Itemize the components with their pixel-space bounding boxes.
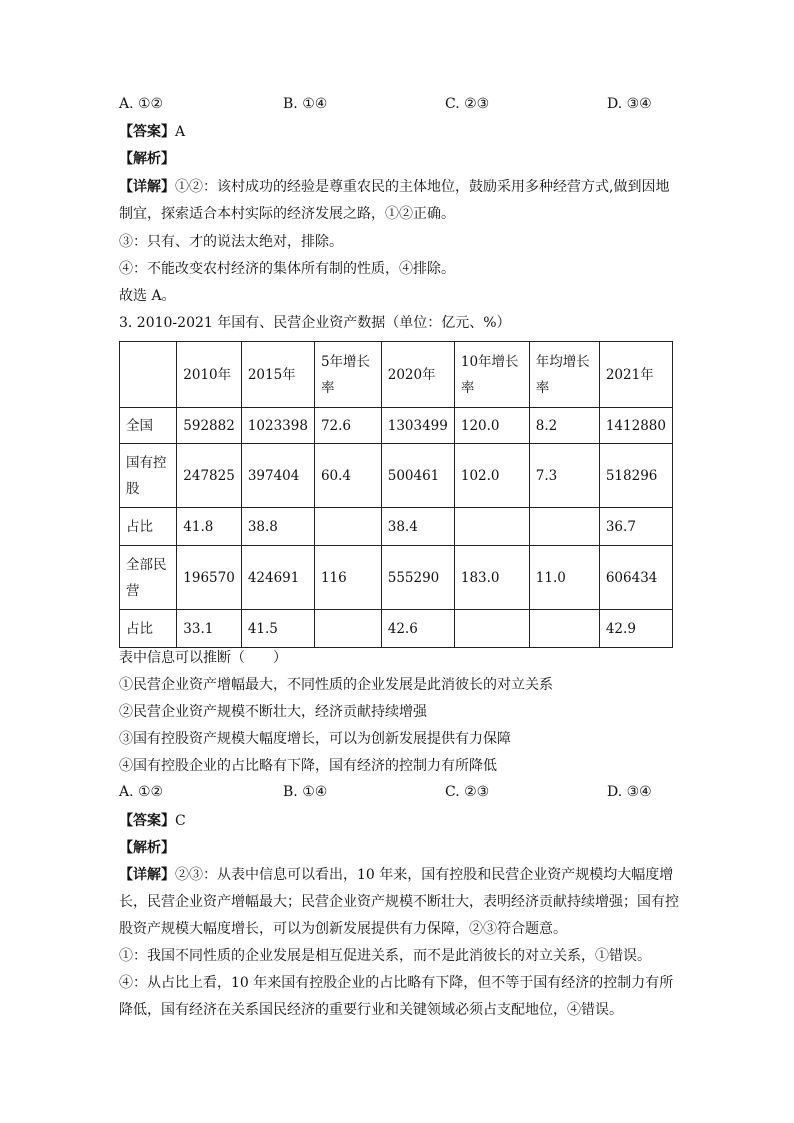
table-cell bbox=[454, 610, 529, 648]
table-cell: 7.3 bbox=[529, 444, 599, 508]
answer-value: A bbox=[175, 124, 186, 140]
q2-analysis-label: 【解析】 bbox=[119, 151, 175, 167]
q2-detail-1 bbox=[119, 174, 679, 228]
table-cell: 196570 bbox=[177, 546, 242, 610]
q3-item-3: ③国有控股资产规模大幅度增长，可以为创新发展提供有力保障 bbox=[119, 731, 511, 747]
q3-item-4: ④国有控股企业的占比略有下降，国有经济的控制力有所降低 bbox=[119, 758, 497, 774]
table-row bbox=[120, 444, 673, 508]
answer-label: 【答案】 bbox=[119, 124, 175, 140]
table-cell: 120.0 bbox=[454, 408, 529, 444]
q3-answer bbox=[119, 811, 186, 831]
table-header-cell: 2021年 bbox=[599, 342, 672, 408]
q2-detail-2: ③：只有、才的说法太绝对，排除。 bbox=[119, 234, 343, 250]
q3-stem: 表中信息可以推断（ ） bbox=[119, 650, 287, 666]
table-header-cell: 2020年 bbox=[381, 342, 454, 408]
table-cell: 11.0 bbox=[529, 546, 599, 610]
q3-detail-3: ④：从占比上看，10 年来国有控股企业的占比略有下降，但不等于国有经济的控制力有所降低，国有经济在关系国民经济的重要行业和关键领域必须占支配地位，④错误。 bbox=[119, 975, 674, 1018]
detail-label: 【详解】 bbox=[119, 867, 175, 883]
table-cell: 41.5 bbox=[241, 610, 314, 648]
table-cell: 8.2 bbox=[529, 408, 599, 444]
q3-detail-2: ①：我国不同性质的企业发展是相互促进关系，而不是此消彼长的对立关系，①错误。 bbox=[119, 948, 651, 964]
table-cell: 555290 bbox=[381, 546, 454, 610]
table-header-row bbox=[120, 342, 673, 408]
table-cell bbox=[454, 508, 529, 546]
table-cell: 38.8 bbox=[241, 508, 314, 546]
table-row bbox=[120, 610, 673, 648]
table-cell: 116 bbox=[314, 546, 381, 610]
table-header-cell: 2010年 bbox=[177, 342, 242, 408]
q2-option-c: C. ②③ bbox=[445, 96, 490, 112]
table-cell: 1023398 bbox=[241, 408, 314, 444]
q3-options bbox=[119, 784, 679, 804]
table-cell: 33.1 bbox=[177, 610, 242, 648]
q2-option-d: D. ③④ bbox=[607, 96, 652, 112]
table-cell: 占比 bbox=[120, 508, 177, 546]
q2-conclusion: 故选 A。 bbox=[119, 288, 176, 304]
table-cell: 183.0 bbox=[454, 546, 529, 610]
q3-item-1: ①民营企业资产增幅最大，不同性质的企业发展是此消彼长的对立关系 bbox=[119, 677, 553, 693]
q3-item-2: ②民营企业资产规模不断壮大，经济贡献持续增强 bbox=[119, 704, 427, 720]
table-cell bbox=[314, 508, 381, 546]
table-cell: 42.9 bbox=[599, 610, 672, 648]
table-cell: 518296 bbox=[599, 444, 672, 508]
table-cell: 41.8 bbox=[177, 508, 242, 546]
table-cell: 397404 bbox=[241, 444, 314, 508]
q3-title: 3. 2010-2021 年国有、民营企业资产数据（单位：亿元、%） bbox=[119, 315, 511, 331]
answer-label: 【答案】 bbox=[119, 813, 175, 829]
table-header-cell: 2015年 bbox=[241, 342, 314, 408]
table-cell: 60.4 bbox=[314, 444, 381, 508]
table-cell: 42.6 bbox=[381, 610, 454, 648]
q3-option-d: D. ③④ bbox=[607, 784, 652, 800]
table-cell bbox=[529, 610, 599, 648]
table-cell: 占比 bbox=[120, 610, 177, 648]
table-cell bbox=[314, 610, 381, 648]
q2-options bbox=[119, 96, 679, 116]
table-cell: 1412880 bbox=[599, 408, 672, 444]
q3-analysis-label: 【解析】 bbox=[119, 840, 175, 856]
detail-label: 【详解】 bbox=[119, 179, 175, 195]
table-cell: 606434 bbox=[599, 546, 672, 610]
table-cell: 1303499 bbox=[381, 408, 454, 444]
table-cell: 36.7 bbox=[599, 508, 672, 546]
table-cell: 500461 bbox=[381, 444, 454, 508]
q3-detail-1 bbox=[119, 862, 679, 943]
table-cell: 国有控股 bbox=[120, 444, 177, 508]
table-header-cell: 10年增长率 bbox=[454, 342, 529, 408]
asset-data-table bbox=[119, 341, 673, 648]
q2-answer bbox=[119, 122, 185, 142]
answer-value: C bbox=[175, 813, 186, 829]
table-cell: 38.4 bbox=[381, 508, 454, 546]
table-cell: 72.6 bbox=[314, 408, 381, 444]
q3-option-c: C. ②③ bbox=[445, 784, 490, 800]
table-cell: 592882 bbox=[177, 408, 242, 444]
table-header-cell: 5年增长率 bbox=[314, 342, 381, 408]
table-header-cell: 年均增长率 bbox=[529, 342, 599, 408]
q3-option-b: B. ①④ bbox=[283, 784, 328, 800]
table-cell: 全国 bbox=[120, 408, 177, 444]
table-cell bbox=[529, 508, 599, 546]
q2-detail-3: ④：不能改变农村经济的集体所有制的性质，④排除。 bbox=[119, 261, 455, 277]
detail-text: ②③：从表中信息可以看出，10 年来，国有控股和民营企业资产规模均大幅度增长，民营企业资产增幅最大；民营企业资产规模不断壮大，表明经济贡献持续增强；国有控股资产规模大幅度增长，可以为创新发展提供有力保障，②③符合题意。 bbox=[119, 867, 679, 937]
table-row bbox=[120, 546, 673, 610]
table-cell: 102.0 bbox=[454, 444, 529, 508]
table-row bbox=[120, 408, 673, 444]
q3-option-a: A. ①② bbox=[119, 784, 164, 800]
q2-option-b: B. ①④ bbox=[283, 96, 328, 112]
detail-text: ①②：该村成功的经验是尊重农民的主体地位，鼓励采用多种经营方式,做到因地制宜，探索适合本村实际的经济发展之路，①②正确。 bbox=[119, 179, 670, 222]
table-row bbox=[120, 508, 673, 546]
table-cell: 全部民营 bbox=[120, 546, 177, 610]
table-header-cell bbox=[120, 342, 177, 408]
q2-option-a: A. ①② bbox=[119, 96, 164, 112]
table-cell: 424691 bbox=[241, 546, 314, 610]
table-cell: 247825 bbox=[177, 444, 242, 508]
